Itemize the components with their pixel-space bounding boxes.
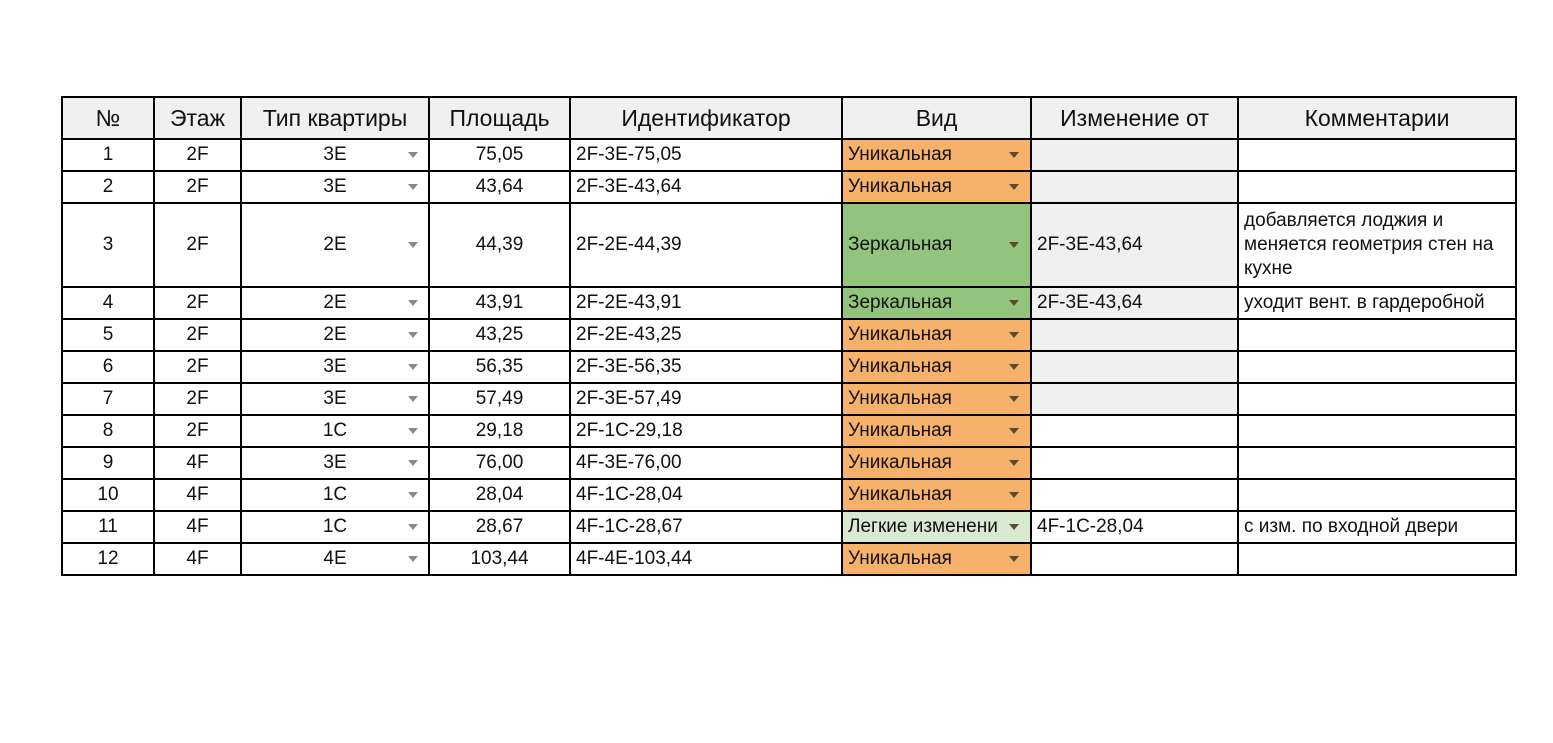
kind-value: Уникальная xyxy=(848,324,952,345)
table-row xyxy=(62,543,1516,575)
cell-floor[interactable]: 2F xyxy=(154,203,241,287)
cell-change-from[interactable] xyxy=(1031,383,1238,415)
cell-change-from[interactable]: 4F-1C-28,04 xyxy=(1031,511,1238,543)
dropdown-arrow-icon[interactable] xyxy=(1009,396,1019,402)
table-row xyxy=(62,351,1516,383)
cell-floor[interactable]: 2F xyxy=(154,351,241,383)
cell-num[interactable]: 4 xyxy=(62,287,154,319)
apt-type-value: 2E xyxy=(323,292,347,313)
cell-apt-type-dropdown[interactable] xyxy=(241,287,429,319)
apt-type-value: 3E xyxy=(323,144,347,165)
kind-value: Зеркальная xyxy=(848,292,953,313)
cell-comment[interactable]: с изм. по входной двери xyxy=(1238,511,1516,543)
table-row xyxy=(62,511,1516,543)
apt-type-value: 3E xyxy=(323,388,347,409)
kind-value: Уникальная xyxy=(848,548,952,569)
cell-change-from[interactable]: 2F-3E-43,64 xyxy=(1031,287,1238,319)
cell-area[interactable]: 43,25 xyxy=(429,319,570,351)
cell-area[interactable]: 43,64 xyxy=(429,171,570,203)
cell-apt-type-dropdown[interactable] xyxy=(241,415,429,447)
cell-change-from[interactable] xyxy=(1031,351,1238,383)
cell-kind-dropdown[interactable] xyxy=(842,383,1031,415)
cell-identifier[interactable]: 2F-3E-57,49 xyxy=(570,383,842,415)
header-change-from[interactable]: Изменение от xyxy=(1031,97,1238,139)
dropdown-arrow-icon[interactable] xyxy=(408,300,418,306)
cell-kind-dropdown[interactable] xyxy=(842,479,1031,511)
cell-identifier[interactable]: 4F-3E-76,00 xyxy=(570,447,842,479)
cell-kind-dropdown[interactable] xyxy=(842,139,1031,171)
cell-floor[interactable]: 2F xyxy=(154,139,241,171)
cell-identifier[interactable]: 2F-3E-43,64 xyxy=(570,171,842,203)
header-identifier[interactable]: Идентификатор xyxy=(570,97,842,139)
cell-change-from[interactable] xyxy=(1031,543,1238,575)
kind-value: Уникальная xyxy=(848,420,952,441)
header-apt-type[interactable]: Тип квартиры xyxy=(241,97,429,139)
cell-identifier[interactable]: 2F-2E-44,39 xyxy=(570,203,842,287)
header-row xyxy=(62,97,1516,139)
cell-change-from[interactable] xyxy=(1031,415,1238,447)
kind-value: Зеркальная xyxy=(848,234,953,255)
dropdown-arrow-icon[interactable] xyxy=(1009,492,1019,498)
spreadsheet xyxy=(61,96,1515,576)
cell-area[interactable]: 43,91 xyxy=(429,287,570,319)
dropdown-arrow-icon[interactable] xyxy=(408,152,418,158)
table-row xyxy=(62,139,1516,171)
dropdown-arrow-icon[interactable] xyxy=(408,492,418,498)
kind-value: Легкие изменени xyxy=(848,516,998,537)
header-floor[interactable]: Этаж xyxy=(154,97,241,139)
cell-comment[interactable] xyxy=(1238,415,1516,447)
cell-apt-type-dropdown[interactable] xyxy=(241,139,429,171)
cell-apt-type-dropdown[interactable] xyxy=(241,511,429,543)
cell-area[interactable]: 29,18 xyxy=(429,415,570,447)
cell-comment[interactable]: добавляется лоджия и меняется геометрия стен на кухне xyxy=(1238,203,1516,287)
apt-type-value: 4E xyxy=(323,548,347,569)
dropdown-arrow-icon[interactable] xyxy=(408,396,418,402)
cell-area[interactable]: 75,05 xyxy=(429,139,570,171)
cell-num[interactable]: 12 xyxy=(62,543,154,575)
cell-kind-dropdown[interactable] xyxy=(842,351,1031,383)
cell-change-from[interactable]: 2F-3E-43,64 xyxy=(1031,203,1238,287)
cell-floor[interactable]: 2F xyxy=(154,287,241,319)
cell-num[interactable]: 7 xyxy=(62,383,154,415)
cell-area[interactable]: 28,04 xyxy=(429,479,570,511)
apt-type-value: 1C xyxy=(322,420,348,441)
dropdown-arrow-icon[interactable] xyxy=(408,184,418,190)
table-row xyxy=(62,171,1516,203)
dropdown-arrow-icon[interactable] xyxy=(408,556,418,562)
apt-type-value: 3E xyxy=(323,452,347,473)
cell-num[interactable]: 10 xyxy=(62,479,154,511)
cell-apt-type-dropdown[interactable] xyxy=(241,171,429,203)
cell-num[interactable]: 9 xyxy=(62,447,154,479)
cell-comment[interactable] xyxy=(1238,479,1516,511)
cell-kind-dropdown[interactable] xyxy=(842,171,1031,203)
cell-change-from[interactable] xyxy=(1031,171,1238,203)
cell-apt-type-dropdown[interactable] xyxy=(241,383,429,415)
table-row xyxy=(62,287,1516,319)
cell-change-from[interactable] xyxy=(1031,319,1238,351)
cell-identifier[interactable]: 4F-1C-28,67 xyxy=(570,511,842,543)
apt-type-value: 1C xyxy=(322,516,348,537)
dropdown-arrow-icon[interactable] xyxy=(1009,242,1019,248)
cell-comment[interactable] xyxy=(1238,319,1516,351)
dropdown-arrow-icon[interactable] xyxy=(1009,428,1019,434)
cell-identifier[interactable]: 4F-4E-103,44 xyxy=(570,543,842,575)
table-row xyxy=(62,383,1516,415)
cell-change-from[interactable] xyxy=(1031,479,1238,511)
header-comments[interactable]: Комментарии xyxy=(1238,97,1516,139)
cell-floor[interactable]: 2F xyxy=(154,319,241,351)
cell-apt-type-dropdown[interactable] xyxy=(241,543,429,575)
cell-identifier[interactable]: 2F-2E-43,25 xyxy=(570,319,842,351)
cell-floor[interactable]: 4F xyxy=(154,511,241,543)
cell-comment[interactable]: уходит вент. в гардеробной xyxy=(1238,287,1516,319)
cell-area[interactable]: 103,44 xyxy=(429,543,570,575)
cell-floor[interactable]: 2F xyxy=(154,171,241,203)
table-row xyxy=(62,319,1516,351)
kind-value: Уникальная xyxy=(848,356,952,377)
apt-type-value: 3E xyxy=(323,176,347,197)
cell-area[interactable]: 57,49 xyxy=(429,383,570,415)
kind-value: Уникальная xyxy=(848,144,952,165)
cell-comment[interactable] xyxy=(1238,171,1516,203)
cell-area[interactable]: 44,39 xyxy=(429,203,570,287)
cell-kind-dropdown[interactable] xyxy=(842,287,1031,319)
cell-comment[interactable] xyxy=(1238,447,1516,479)
dropdown-arrow-icon[interactable] xyxy=(1009,556,1019,562)
dropdown-arrow-icon[interactable] xyxy=(1009,460,1019,466)
kind-value: Уникальная xyxy=(848,176,952,197)
dropdown-arrow-icon[interactable] xyxy=(1009,332,1019,338)
dropdown-arrow-icon[interactable] xyxy=(1009,364,1019,370)
cell-num[interactable]: 3 xyxy=(62,203,154,287)
apt-type-value: 1C xyxy=(322,484,348,505)
dropdown-arrow-icon[interactable] xyxy=(408,428,418,434)
dropdown-arrow-icon[interactable] xyxy=(408,242,418,248)
cell-identifier[interactable]: 2F-1C-29,18 xyxy=(570,415,842,447)
header-area[interactable]: Площадь xyxy=(429,97,570,139)
dropdown-arrow-icon[interactable] xyxy=(408,332,418,338)
dropdown-arrow-icon[interactable] xyxy=(408,524,418,530)
cell-identifier[interactable]: 2F-3E-56,35 xyxy=(570,351,842,383)
cell-floor[interactable]: 4F xyxy=(154,543,241,575)
cell-area[interactable]: 56,35 xyxy=(429,351,570,383)
dropdown-arrow-icon[interactable] xyxy=(408,460,418,466)
cell-kind-dropdown[interactable] xyxy=(842,415,1031,447)
cell-identifier[interactable]: 4F-1C-28,04 xyxy=(570,479,842,511)
cell-apt-type-dropdown[interactable] xyxy=(241,447,429,479)
table-row xyxy=(62,447,1516,479)
cell-change-from[interactable] xyxy=(1031,139,1238,171)
table-row xyxy=(62,203,1516,287)
cell-kind-dropdown[interactable] xyxy=(842,511,1031,543)
cell-num[interactable]: 8 xyxy=(62,415,154,447)
cell-num[interactable]: 11 xyxy=(62,511,154,543)
cell-comment[interactable] xyxy=(1238,139,1516,171)
cell-num[interactable]: 6 xyxy=(62,351,154,383)
apt-type-value: 3E xyxy=(323,356,347,377)
cell-comment[interactable] xyxy=(1238,351,1516,383)
kind-value: Уникальная xyxy=(848,452,952,473)
header-kind[interactable]: Вид xyxy=(842,97,1031,139)
cell-area[interactable]: 76,00 xyxy=(429,447,570,479)
apt-type-value: 2E xyxy=(323,234,347,255)
apt-type-value: 2E xyxy=(323,324,347,345)
cell-area[interactable]: 28,67 xyxy=(429,511,570,543)
apartments-table xyxy=(61,96,1517,576)
dropdown-arrow-icon[interactable] xyxy=(408,364,418,370)
kind-value: Уникальная xyxy=(848,388,952,409)
cell-change-from[interactable] xyxy=(1031,447,1238,479)
cell-comment[interactable] xyxy=(1238,543,1516,575)
dropdown-arrow-icon[interactable] xyxy=(1009,184,1019,190)
dropdown-arrow-icon[interactable] xyxy=(1009,300,1019,306)
cell-comment[interactable] xyxy=(1238,383,1516,415)
cell-kind-dropdown[interactable] xyxy=(842,543,1031,575)
kind-value: Уникальная xyxy=(848,484,952,505)
dropdown-arrow-icon[interactable] xyxy=(1009,152,1019,158)
cell-apt-type-dropdown[interactable] xyxy=(241,203,429,287)
cell-identifier[interactable]: 2F-2E-43,91 xyxy=(570,287,842,319)
cell-kind-dropdown[interactable] xyxy=(842,203,1031,287)
cell-apt-type-dropdown[interactable] xyxy=(241,479,429,511)
cell-num[interactable]: 5 xyxy=(62,319,154,351)
table-row xyxy=(62,415,1516,447)
cell-apt-type-dropdown[interactable] xyxy=(241,351,429,383)
cell-floor[interactable]: 4F xyxy=(154,479,241,511)
cell-num[interactable]: 2 xyxy=(62,171,154,203)
cell-kind-dropdown[interactable] xyxy=(842,447,1031,479)
cell-apt-type-dropdown[interactable] xyxy=(241,319,429,351)
table-row xyxy=(62,479,1516,511)
cell-identifier[interactable]: 2F-3E-75,05 xyxy=(570,139,842,171)
header-num[interactable]: № xyxy=(62,97,154,139)
dropdown-arrow-icon[interactable] xyxy=(1009,524,1019,530)
cell-num[interactable]: 1 xyxy=(62,139,154,171)
cell-floor[interactable]: 2F xyxy=(154,383,241,415)
cell-floor[interactable]: 4F xyxy=(154,447,241,479)
cell-floor[interactable]: 2F xyxy=(154,415,241,447)
cell-kind-dropdown[interactable] xyxy=(842,319,1031,351)
